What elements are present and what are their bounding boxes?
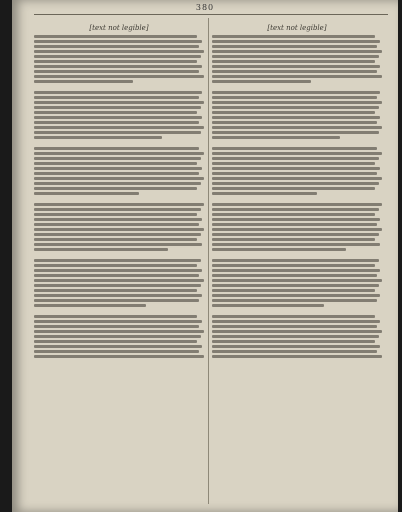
text-line-placeholder	[34, 264, 197, 267]
text-column-right	[212, 18, 382, 504]
text-line-placeholder	[212, 55, 379, 58]
paragraph-gap	[212, 85, 382, 89]
text-line-placeholders-right	[212, 35, 382, 358]
text-line-placeholder	[34, 315, 197, 318]
paragraph-gap	[34, 85, 204, 89]
text-line-placeholder	[34, 304, 146, 307]
text-line-placeholder	[212, 192, 317, 195]
text-line-placeholder	[212, 65, 380, 68]
text-line-placeholder	[34, 350, 199, 353]
text-line-placeholder	[34, 177, 204, 180]
paragraph-gap	[212, 309, 382, 313]
text-line-placeholder	[34, 50, 204, 53]
text-line-placeholder	[34, 294, 202, 297]
text-line-placeholder	[212, 335, 379, 338]
text-line-placeholder	[212, 223, 377, 226]
text-line-placeholder	[212, 152, 382, 155]
text-line-placeholder	[212, 325, 377, 328]
text-line-placeholder	[212, 121, 377, 124]
text-line-placeholder	[212, 162, 375, 165]
text-line-placeholder	[34, 335, 201, 338]
text-line-placeholder	[34, 274, 199, 277]
text-line-placeholder	[34, 75, 204, 78]
paragraph-gap	[34, 197, 204, 201]
text-line-placeholder	[212, 35, 375, 38]
text-line-placeholder	[34, 248, 168, 251]
text-line-placeholder	[34, 213, 197, 216]
paragraph-gap	[34, 309, 204, 313]
text-line-placeholder	[34, 203, 204, 206]
text-line-placeholder	[34, 70, 199, 73]
text-line-placeholder	[34, 147, 199, 150]
text-line-placeholder	[212, 101, 382, 104]
text-line-placeholder	[212, 264, 375, 267]
text-line-placeholder	[212, 187, 375, 190]
text-line-placeholder	[212, 111, 375, 114]
unreadable-notice-left: [text not legible]	[89, 24, 149, 32]
text-line-placeholder	[212, 218, 380, 221]
text-line-placeholder	[212, 80, 311, 83]
text-line-placeholder	[212, 279, 382, 282]
text-line-placeholder	[212, 45, 377, 48]
text-line-placeholder	[212, 345, 380, 348]
text-line-placeholder	[212, 203, 382, 206]
text-column-left	[34, 18, 204, 504]
text-line-placeholder	[34, 131, 201, 134]
text-line-placeholder	[34, 55, 201, 58]
text-line-placeholder	[34, 218, 202, 221]
text-line-placeholder	[212, 274, 377, 277]
paragraph-gap	[212, 141, 382, 145]
text-line-placeholder	[212, 50, 382, 53]
text-line-placeholder	[212, 70, 377, 73]
text-line-placeholder	[34, 320, 202, 323]
text-line-placeholder	[34, 111, 197, 114]
text-line-placeholder	[34, 126, 204, 129]
paragraph-gap	[212, 253, 382, 257]
text-line-placeholder	[212, 320, 380, 323]
text-line-placeholder	[212, 243, 380, 246]
text-line-placeholder	[34, 96, 199, 99]
text-line-placeholder	[212, 355, 382, 358]
text-line-placeholder	[34, 233, 201, 236]
text-line-placeholder	[212, 350, 377, 353]
text-line-placeholder	[212, 208, 379, 211]
paragraph-gap	[34, 141, 204, 145]
text-line-placeholder	[34, 116, 202, 119]
text-line-placeholder	[212, 213, 375, 216]
text-line-placeholder	[34, 238, 197, 241]
text-line-placeholder	[212, 106, 379, 109]
text-line-placeholder	[34, 45, 199, 48]
text-line-placeholder	[212, 136, 340, 139]
text-line-placeholder	[34, 223, 199, 226]
text-line-placeholder	[212, 116, 380, 119]
text-line-placeholder	[212, 60, 375, 63]
text-line-placeholder	[34, 60, 197, 63]
text-line-placeholder	[34, 162, 197, 165]
text-line-placeholder	[212, 40, 380, 43]
text-line-placeholder	[34, 279, 204, 282]
text-line-placeholder	[212, 91, 380, 94]
text-line-placeholder	[34, 299, 199, 302]
paragraph-gap	[212, 197, 382, 201]
text-line-placeholder	[212, 269, 380, 272]
text-line-placeholder	[34, 182, 201, 185]
text-line-placeholder	[212, 172, 377, 175]
text-line-placeholder	[212, 299, 377, 302]
text-line-placeholder	[34, 101, 204, 104]
text-line-placeholders-left	[34, 35, 204, 358]
text-line-placeholder	[34, 80, 133, 83]
text-line-placeholder	[212, 259, 379, 262]
text-line-placeholder	[34, 243, 202, 246]
text-line-placeholder	[212, 75, 382, 78]
text-line-placeholder	[212, 294, 380, 297]
text-line-placeholder	[212, 96, 377, 99]
text-line-placeholder	[34, 187, 197, 190]
page-number: 380	[195, 3, 215, 12]
text-line-placeholder	[212, 304, 324, 307]
text-line-placeholder	[212, 126, 382, 129]
text-line-placeholder	[34, 289, 197, 292]
text-line-placeholder	[34, 340, 197, 343]
text-line-placeholder	[34, 106, 201, 109]
text-line-placeholder	[34, 121, 199, 124]
text-line-placeholder	[212, 157, 379, 160]
document-page	[12, 0, 398, 512]
text-line-placeholder	[212, 248, 346, 251]
text-line-placeholder	[34, 284, 201, 287]
paragraph-gap	[34, 253, 204, 257]
text-line-placeholder	[34, 167, 202, 170]
text-line-placeholder	[212, 228, 382, 231]
text-line-placeholder	[34, 136, 162, 139]
text-line-placeholder	[34, 152, 204, 155]
text-line-placeholder	[212, 182, 379, 185]
text-line-placeholder	[212, 340, 375, 343]
text-line-placeholder	[34, 40, 202, 43]
text-line-placeholder	[34, 228, 204, 231]
text-line-placeholder	[34, 65, 202, 68]
text-line-placeholder	[212, 177, 382, 180]
text-line-placeholder	[212, 233, 379, 236]
column-divider	[208, 18, 209, 504]
text-line-placeholder	[212, 315, 375, 318]
text-line-placeholder	[212, 147, 377, 150]
text-line-placeholder	[212, 167, 380, 170]
unreadable-notice-right: [text not legible]	[267, 24, 327, 32]
text-line-placeholder	[212, 289, 375, 292]
text-line-placeholder	[34, 269, 202, 272]
text-line-placeholder	[34, 208, 201, 211]
text-line-placeholder	[34, 325, 199, 328]
text-line-placeholder	[34, 355, 204, 358]
text-line-placeholder	[212, 131, 379, 134]
header-rule	[34, 14, 388, 15]
text-line-placeholder	[34, 259, 201, 262]
text-line-placeholder	[34, 192, 139, 195]
text-line-placeholder	[212, 284, 379, 287]
text-line-placeholder	[34, 172, 199, 175]
text-line-placeholder	[34, 157, 201, 160]
text-line-placeholder	[212, 238, 375, 241]
text-line-placeholder	[34, 35, 197, 38]
text-line-placeholder	[34, 330, 204, 333]
text-line-placeholder	[34, 91, 202, 94]
text-line-placeholder	[212, 330, 382, 333]
text-line-placeholder	[34, 345, 202, 348]
